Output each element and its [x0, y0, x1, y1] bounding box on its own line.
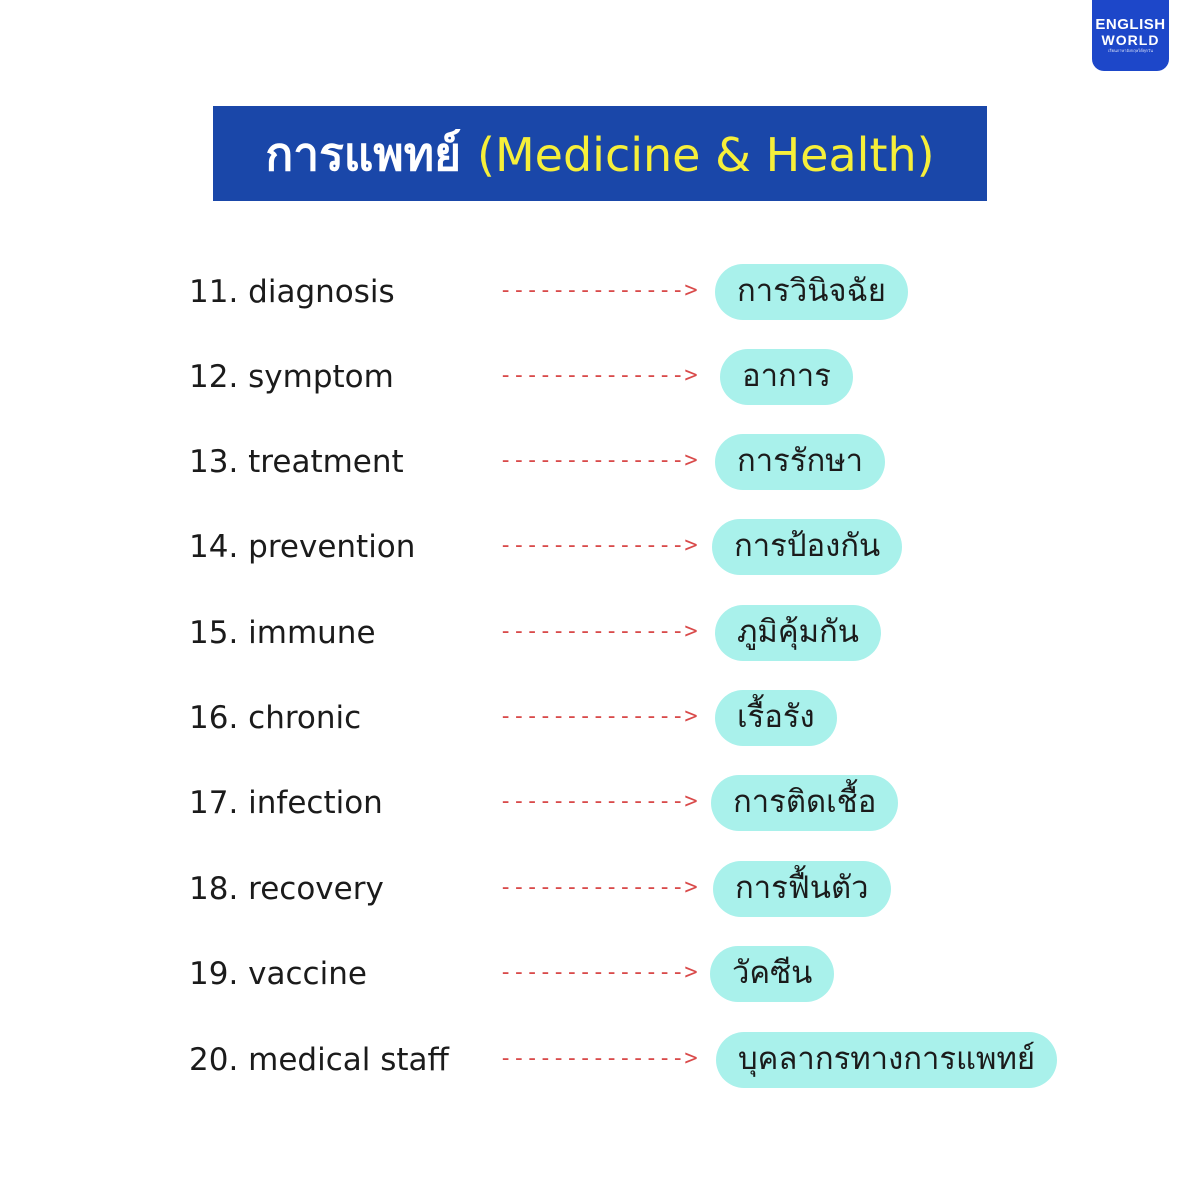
vocab-term: 11. diagnosis — [189, 274, 395, 310]
vocab-term: 12. symptom — [189, 359, 394, 395]
vocab-row — [0, 347, 1200, 407]
thai-translation: เรื้อรัง — [715, 690, 837, 746]
thai-translation: การป้องกัน — [712, 519, 902, 575]
arrow-icon: --------------> — [499, 875, 698, 900]
vocab-term: 16. chronic — [189, 700, 362, 736]
vocab-row — [0, 688, 1200, 748]
vocab-row — [0, 262, 1200, 322]
arrow-icon: --------------> — [499, 363, 698, 388]
vocab-row — [0, 773, 1200, 833]
vocab-term: 13. treatment — [189, 444, 404, 480]
logo-line-1: ENGLISH — [1095, 16, 1166, 33]
vocab-term: 18. recovery — [189, 871, 384, 907]
logo-tagline: เรียนภาษาอังกฤษได้ทุกวัน — [1108, 48, 1153, 53]
logo-line-2: WORLD — [1101, 32, 1160, 48]
arrow-icon: --------------> — [499, 960, 698, 985]
arrow-icon: --------------> — [499, 704, 698, 729]
arrow-icon: --------------> — [499, 448, 698, 473]
arrow-icon: --------------> — [499, 278, 698, 303]
vocab-row — [0, 859, 1200, 919]
thai-translation: ภูมิคุ้มกัน — [715, 605, 881, 661]
thai-translation: บุคลากรทางการแพทย์ — [716, 1032, 1057, 1088]
vocab-term: 20. medical staff — [189, 1042, 449, 1078]
arrow-icon: --------------> — [499, 619, 698, 644]
vocab-term: 19. vaccine — [189, 956, 367, 992]
brand-logo — [1092, 0, 1169, 71]
arrow-icon: --------------> — [499, 533, 698, 558]
vocab-row — [0, 603, 1200, 663]
vocab-row — [0, 944, 1200, 1004]
thai-translation: การติดเชื้อ — [711, 775, 898, 831]
thai-translation: วัคซีน — [710, 946, 834, 1002]
vocab-row — [0, 517, 1200, 577]
thai-translation: การฟื้นตัว — [713, 861, 891, 917]
vocab-term: 14. prevention — [189, 529, 416, 565]
title-thai: การแพทย์ — [265, 127, 462, 181]
arrow-icon: --------------> — [499, 1046, 698, 1071]
vocab-term: 17. infection — [189, 785, 383, 821]
thai-translation: การวินิจฉัย — [715, 264, 908, 320]
vocab-row — [0, 432, 1200, 492]
title-banner — [213, 106, 987, 201]
vocab-row — [0, 1030, 1200, 1090]
vocab-term: 15. immune — [189, 615, 376, 651]
title-english: (Medicine & Health) — [477, 127, 935, 182]
arrow-icon: --------------> — [499, 789, 698, 814]
thai-translation: อาการ — [720, 349, 853, 405]
thai-translation: การรักษา — [715, 434, 885, 490]
